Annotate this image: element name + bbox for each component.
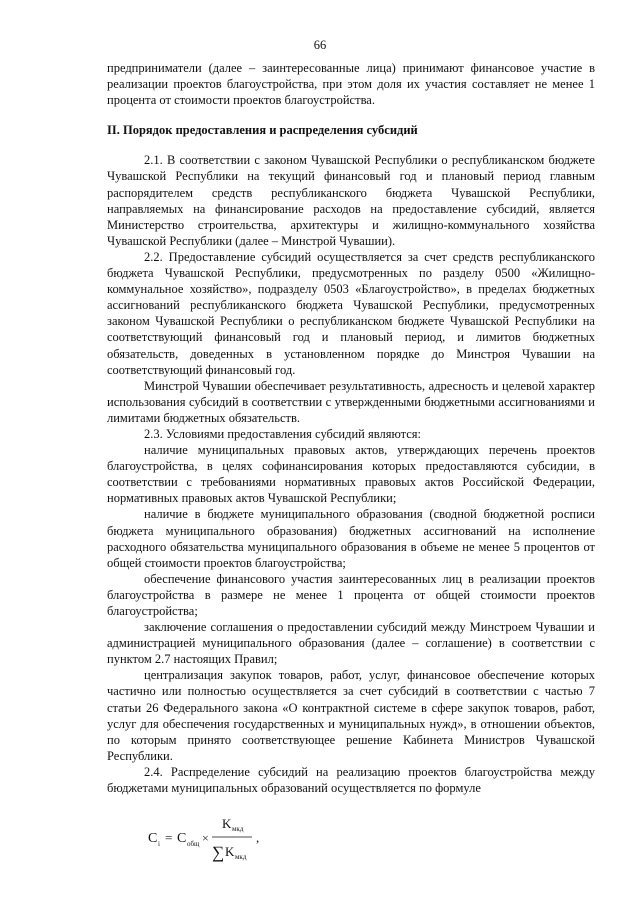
formula-equals: = [165,830,173,845]
page-number: 66 [313,38,327,52]
formula-sum-symbol: ∑ [212,843,225,862]
condition-item-5: централизация закупок товаров, работ, услуг, финансовое обеспечение которых частично или полностью осуществляется за счет субсидий в соответствии с частью 7 статьи 26 Федерального закона «О контрактной системе в сфере закупок товаров, работ, услуг для обеспечения государственных и муниципальных нужд», в отношении объектов, по которым принято соответствующее решение Кабинета Министров Чувашской Республики. [107,668,595,763]
formula-lhs-sub: i [158,840,160,848]
formula-lhs: C [148,831,158,846]
condition-item-2: наличие в бюджете муниципального образования (сводной бюджетной росписи бюджета муниципального образования) бюджетных ассигнований на исполнение расходного обязательства муниципального образования в объеме не менее 5 процентов от общей стоимости проектов благоустройства; [107,507,595,570]
formula-c-total-sub: общ [187,840,200,848]
section-heading: II. Порядок предоставления и распределения субсидий [107,123,418,138]
paragraph-2-4: 2.4. Распределение субсидий на реализацию проектов благоустройства между бюджетами муниципальных образований осуществляется по формуле [107,764,595,796]
intro-paragraph: предприниматели (далее – заинтересованные лица) принимают финансовое участие в реализации проектов благоустройства, при этом доля их участия составляет не менее 1 процента от стоимости проектов благоустройства. [107,61,595,108]
condition-item-1: наличие муниципальных правовых актов, утверждающих перечень проектов благоустройства, в целях софинансирования которых предоставляются субсидии, в соответствии с требованиями нормативных правовых актов Российской Федерации, нормативных правовых актов Чувашской Республики; [107,443,595,506]
formula-denominator: K [225,844,235,859]
document-body [107,60,595,796]
formula-c-total: C [177,831,187,846]
paragraph-2-2: 2.2. Предоставление субсидий осуществляется за счет средств республиканского бюджета Чувашской Республики, предусмотренных по разделу 0500 «Жилищно-коммунальное хозяйство», подразделу 0503 «Благоустройство», в пределах бюджетных ассигнований республиканского бюджета Чувашской Республики, предусмотренных законом Чувашской Республики о республиканском бюджете Чувашской Республики на соответствующий финансовый год и плановый период, и лимитов бюджетных обязательств, доведенных в установленном порядке до Минстроя Чувашии на соответствующий финансовый год. [107,249,595,377]
formula-denominator-sub: мкд [235,853,247,861]
distribution-formula [148,815,348,865]
paragraph-2-1: 2.1. В соответствии с законом Чувашской Республики о республиканском бюджете Чувашской Республики на текущий финансовый год и плановый период главным распорядителем средств республиканского бюджета Чувашской Республики, направляемых на финансирование расходов на предоставление субсидий, является Министерство строительства, архитектуры и жилищно-коммунального хозяйства Чувашской Республики (далее – Минстрой Чувашии). [107,153,595,248]
paragraph-minstroy: Минстрой Чувашии обеспечивает результативность, адресность и целевой характер использования субсидий в соответствии с утвержденными бюджетными ассигнованиями и лимитами бюджетных обязательств. [107,378,595,425]
formula-numerator-sub: мкд [232,825,244,833]
formula-numerator: K [222,816,232,831]
paragraph-2-3: 2.3. Условиями предоставления субсидий являются: [144,426,422,441]
formula-tail: , [256,830,260,845]
formula-times: × [202,831,209,845]
condition-item-3: обеспечение финансового участия заинтересованных лиц в реализации проектов благоустройства в размере не менее 1 процента от общей стоимости проектов благоустройства; [107,571,595,618]
condition-item-4: заключение соглашения о предоставлении субсидий между Минстроем Чувашии и администрацией муниципального образования (далее – соглашение) в соответствии с пунктом 2.7 настоящих Правил; [107,620,595,667]
